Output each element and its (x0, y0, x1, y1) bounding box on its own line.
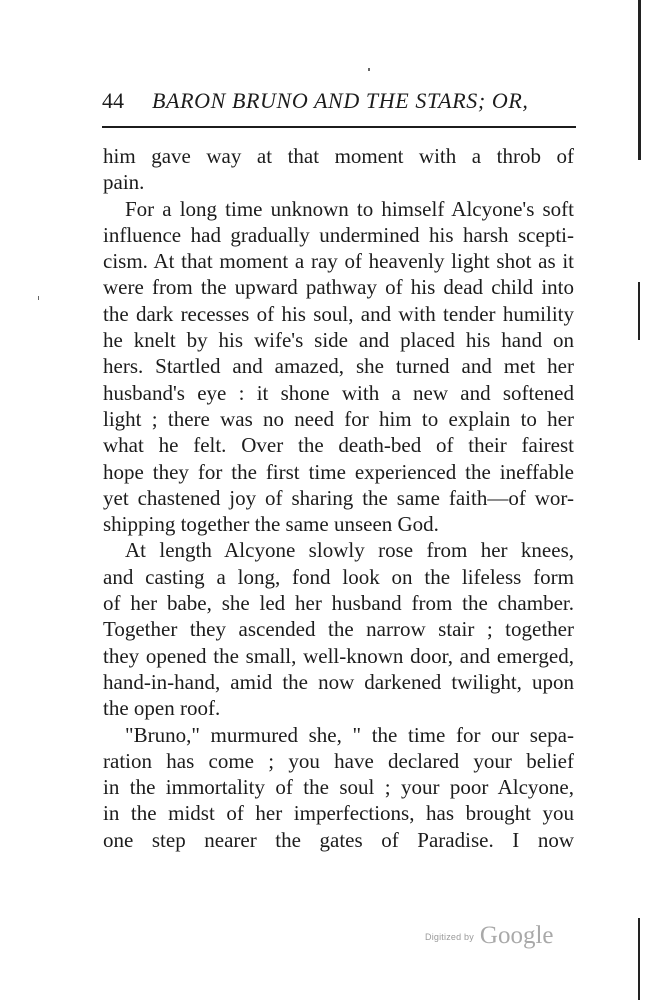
text-line: Together they ascended the narrow stair ; together (103, 617, 574, 642)
text-line: husband's eye : it shone with a new and softened (103, 380, 574, 405)
text-line: what he felt. Over the death-bed of their fairest (103, 433, 574, 458)
text-line: he knelt by his wife's side and placed his hand on (103, 328, 574, 353)
running-head-title: BARON BRUNO AND THE STARS; OR, (152, 88, 529, 113)
text-line: ration has come ; you have declared your belief (103, 748, 574, 773)
text-line: of her babe, she led her husband from the chamber. (103, 591, 574, 616)
text-line: shipping together the same unseen God. (103, 512, 439, 537)
text-line: hers. Startled and amazed, she turned and met her (103, 354, 574, 379)
text-line: they opened the small, well-known door, and emerged, (103, 643, 574, 668)
page-edge-rule-top (638, 0, 641, 160)
scan-speck (368, 68, 370, 71)
header-rule (102, 126, 576, 128)
page-edge-rule-middle (638, 282, 640, 340)
text-line: At length Alcyone slowly rose from her knees, (125, 538, 574, 563)
text-line: in the midst of her imperfections, has brought you (103, 801, 574, 826)
watermark-logo: Google (479, 922, 554, 949)
text-line: light ; there was no need for him to explain to her (103, 406, 574, 431)
text-line: yet chastened joy of sharing the same faith—of wor- (103, 485, 574, 510)
text-line: hand-in-hand, amid the now darkened twilight, upon (103, 669, 574, 694)
body-text (103, 143, 574, 853)
watermark-prefix: Digitized by (425, 932, 474, 942)
text-line: influence had gradually undermined his harsh scepti- (103, 222, 574, 247)
scan-speck (38, 296, 39, 300)
text-line: the dark recesses of his soul, and with tender humility (103, 301, 574, 326)
text-line: hope they for the first time experienced the ineffable (103, 459, 574, 484)
digitized-watermark (425, 922, 554, 958)
running-head (102, 88, 572, 116)
text-line: and casting a long, fond look on the lifeless form (103, 564, 574, 589)
page-edge-rule-bottom (638, 918, 640, 1000)
text-line: cism. At that moment a ray of heavenly light shot as it (103, 249, 574, 274)
text-line: in the immortality of the soul ; your poor Alcyone, (103, 775, 574, 800)
text-line: For a long time unknown to himself Alcyone's soft (125, 196, 574, 221)
text-line: him gave way at that moment with a throb of (103, 144, 574, 168)
text-line: were from the upward pathway of his dead child into (103, 275, 574, 300)
text-line: one step nearer the gates of Paradise. I now (103, 827, 574, 852)
page-number: 44 (102, 88, 124, 113)
text-line: "Bruno," murmured she, " the time for our sepa- (125, 722, 574, 747)
text-line: the open roof. (103, 696, 221, 721)
text-line: pain. (103, 170, 145, 195)
